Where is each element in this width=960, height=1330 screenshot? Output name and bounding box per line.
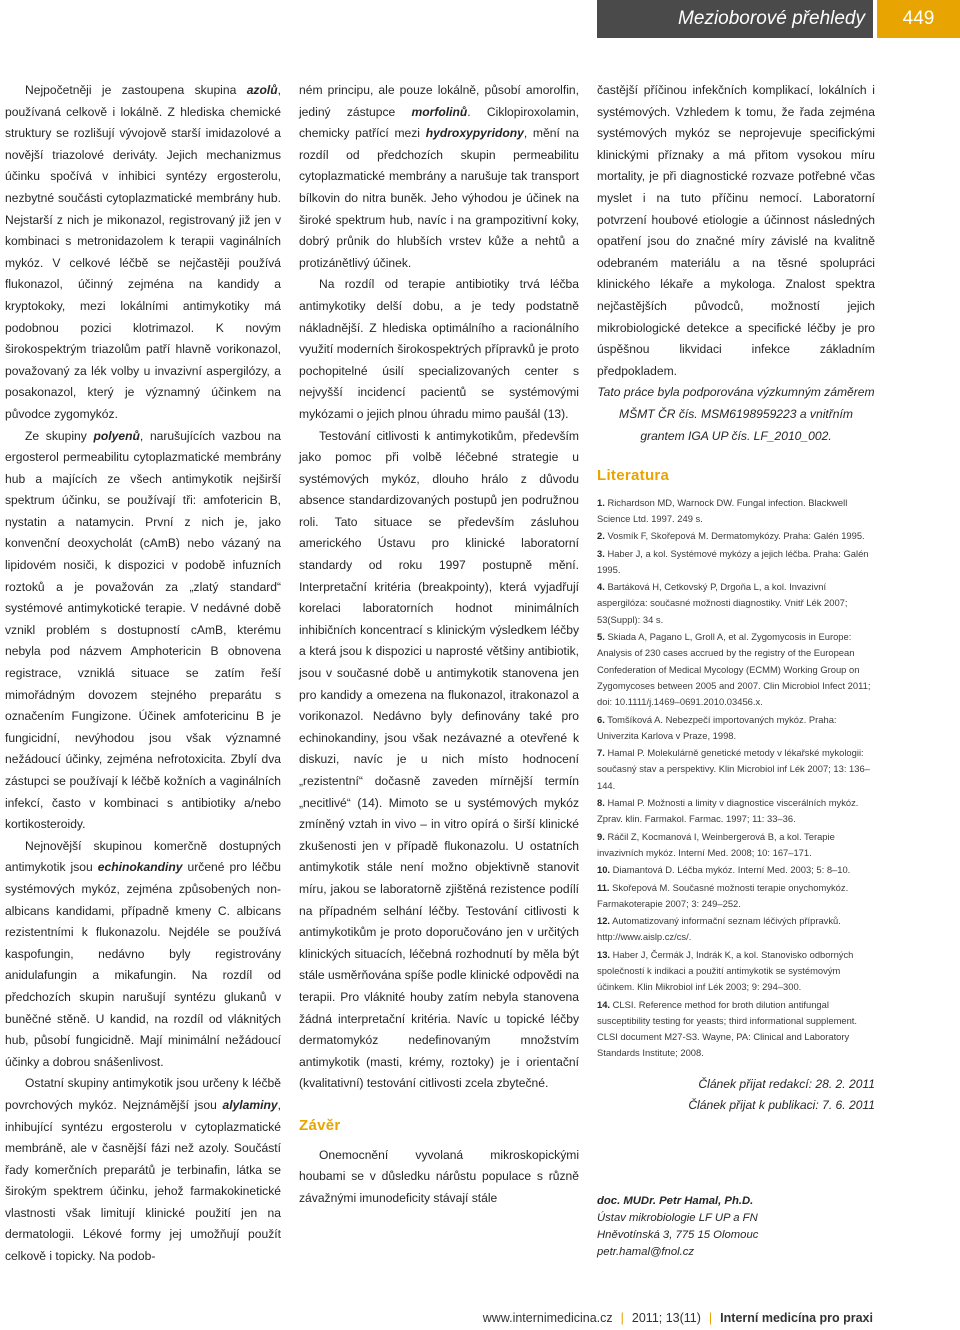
reference-item: 8. Hamal P. Možnosti a limity v diagnostice viscerálních mykóz. Zprav. klin. Farmakol. Farmac. 1997; 11: 33–36. [597,797,859,825]
reference-item: 1. Richardson MD, Warnock DW. Fungal infection. Blackwell Science Ltd. 1997. 249 s. [597,496,848,524]
author-institution: Ústav mikrobiologie LF UP a FN [597,1212,758,1224]
term-polyeny: polyenů [93,428,140,443]
date-accepted: Článek přijat k publikaci: 7. 6. 2011 [688,1097,875,1112]
reference-item: 11. Skořepová M. Současné možnosti terapie onychomykóz. Farmakoterapie 2007; 3: 249–252. [597,881,849,909]
reference-item: 4. Bartáková H, Cetkovský P, Drgoňa L, a kol. Invazivní aspergilóza: současné možnosti diagnostiky. Vnitř Lék 2007; 53(Suppl): 34 s. [597,581,848,625]
conclusion-heading: Závěr [299,1116,341,1134]
term-azoly: azolů [246,83,278,97]
paragraph-morfoliny: ném principu, ale pouze lokálně, působí amorolfin, jediný zástupce morfolinů. Ciklopiroxolamin, chemicky patřící mezi hydroxypyridony, mění na rozdíl od předchozích skupin permeabilitu cytoplazmatické membrány a narušuje tak transport bílkovin do nitra buněk. Jeho výhodou je účinek na široké spektrum hub, navíc i na grampozitivní koky, dobrý průnik do hlubších vrstev kůže a nehtů a protizánětlivý účinek. [299,83,579,270]
reference-item: 10. Diamantová D. Léčba mykóz. Interní Med. 2003; 5: 8–10. [597,864,851,876]
paragraph-polyeny: Ze skupiny polyenů, narušujících vazbou na ergosterol permeabilitu cytoplazmatické membrány hub a majících ze všech antimykotik nejširší spektrum účinku, se používají tři: amfotericin B, nystatin a natamycin. První z nich je, jako konvenční deoxycholát (cAmB) nebo vázaný na lipidovém nosiči, k dispozici v podobě infuzních roztoků a je považován za „zlatý standard“ systémové antimykotické terapie. V nedávné době vznikl problém s dostupností cAmB, kterému nebyla pod názvem Amphotericin B obnovena registrace, vzniklá situace se zatím řeší mimořádným dovozem stejného preparátu s označením Fungizone. Účinek amfotericinu B je fungicidní, nevýhodou jsou však významné nežádoucí účinky, zejména nefrotoxicita. Zbylí dva zástupci se používají k léčbě kožních a vaginálních infekcí, často v kombinaci s antibiotiky a/nebo kortikosteroidy. [5,428,281,832]
author-details [597,1193,758,1261]
paragraph-testovani: Testování citlivosti k antimykotikům, především jako pomoc při volbě léčebné strategie u systémových mykóz, dlouho hrálo z důvodu absence standardizovaných postupů jen podružnou roli. Tato situace se především zásluhou amerického Ústavu pro klinické laboratorní standardy od roku 1997 postupně mění. Interpretační kritéria (breakpointy), která vyjadřují korelaci laboratorních hodnot minimálních inhibičních koncentrací s klinickým výsledkem léčby a která jsou k dispozici u naprosté většiny antibiotik, jsou v současné době u antimykotik stanovena jen pro kandidy a omezena na flukonazol, itrakonazol a vorikonazol. Nedávno byly definovány také pro echinokandiny, jsou však nezávazné a otevřené k diskuzi, navíc je u nich místo hodnocení „rezistentní“ dočasně zaveden mírnější termín „necitlivé“ (14). Mimoto se u systémových mykóz zmíněný vztah in vivo – in vitro opírá o širší klinické zkušenosti jen v případě flukonazolu. U ostatních antimykotik stále není možno objektivně stanovit míru, jakou se laboratorně zjištěná rezistence podílí na případném selhání léčby. Testování citlivosti k antimykotikům je proto doporučováno jen v určitých klinických situacích, léčebná rozhodnutí by měla být stále usměrňována spíše podle klinické odpovědi na terapii. Pro vláknité houby zatím nebyla stanovena žádná interpretační kritéria. Navíc u topické léčby dermatomykóz nedefinovaným množstvím antimykotik (masti, krémy, roztoky) je i orientační (kvalitativní) testování citlivosti zcela zbytečné. [299,428,579,1091]
author-email[interactable]: petr.hamal@fnol.cz [597,1246,695,1258]
reference-list [597,495,875,1062]
header-section-title: Mezioborové přehledy [597,0,873,38]
footer-issue: 2011; 13(11) [631,1311,701,1325]
conclusion-continued: častější příčinou infekčních komplikací, lokálních i systémových. Vzhledem k tomu, že řada zejména systémových mykóz se neprojevuje specifickými klinickými příznaky a má přitom vysokou míru mortality, je při diagnostické rozvaze potřebné včas myslet i na tuto příčinu nemocí. Laboratorní potvrzení houbové etiologie a účinnost následných opatření jsou do značné míry závislé na kvalitně odebraném materiálu a na těsné spolupráci klinického lékaře a mykologa. Znalost spektra nejčastějších původců, možností jejich mikrobiologické detekce a specifické léčby je pro úspěšnou likvidaci infekce základním předpokladem. [597,83,875,378]
conclusion-text: Onemocnění vyvolaná mikroskopickými houbami se v důsledku nárůstu populace s různě závažnými imunodeficity stávají stále [299,1147,579,1205]
term-echinokandiny: echinokandiny [97,860,183,875]
term-hydroxypyridony: hydroxypyridony [425,126,524,141]
literature-heading: Literatura [597,467,670,485]
paragraph-alylaminy: Ostatní skupiny antimykotik jsou určeny k léčbě povrchových mykóz. Nejznámější jsou alylaminy, inhibující syntézu ergosterolu v cytoplazmatické membráně, ale v časnější fázi než azoly. Součástí řady komerčních preparátů je terbinafin, látka se širokým spektrem účinku, jehož farmakokinetické vlastnosti však limitují klinické použití jen na dermatologii. Lékové formy jej umožňují použít celkově i topicky. Na podob- [5,1076,281,1264]
footer-url[interactable]: www.internimedicina.cz [482,1311,613,1325]
column-3 [597,80,875,1116]
reference-item: 3. Haber J, a kol. Systémové mykózy a jejich léčba. Praha: Galén 1995. [597,547,869,575]
reference-item: 9. Ráčil Z, Kocmanová I, Weinbergerová B, a kol. Terapie invazivních mykóz. Interní Med. 2008; 10: 167–171. [597,830,835,858]
column-2 [299,80,579,1209]
reference-item: 13. Haber J, Čermák J, Indrák K, a kol. Stanovisko odborných společností k indikaci a použití antimykotik se systémovým účinkem. Klin Mikrobiol inf Lék 2003; 9: 294–300. [597,948,854,993]
paragraph-echinokandiny: Nejnovější skupinou komerčně dostupných antimykotik jsou echinokandiny určené pro léčbu systémových mykóz, zejména způsobených non-albicans kandidami, případně kmeny C. albicans rezistentními k flukonazolu. Nejdéle se používá kaspofungin, nedávno byly registrovány anidulafungin a mikafungin. Na rozdíl od předchozích skupin narušují syntézu glukanů v buněčné stěně. U kandid, na rozdíl od vláknitých hub, působí fungicidně. Mají minimální nežádoucí účinky a dobrou snášenlivost. [5,838,281,1069]
reference-item: 5. Skiada A, Pagano L, Groll A, et al. Zygomycosis in Europe: Analysis of 230 cases accrued by the registry of the European Confederation of Medical Mycology (ECMM) Working Group on Zygomycoses between 2005 and 2007. Clin Microbiol Infect 2011; doi: 10.1111/j.1469–0691.2010.03456.x. [597,631,871,708]
reference-item: 7. Hamal P. Molekulárně genetické metody v lékařské mykologii: současný stav a perspektivy. Klin Microbiol inf Lék 2007; 13: 136–144. [597,747,870,791]
paragraph-azoly: Nejpočetněji je zastoupena skupina azolů, používaná celkově i lokálně. Z hlediska chemické struktury se rozlišují vývojově starší imidazolové a novější triazolové deriváty. Jejich mechanizmus účinku spočívá v inhibici syntézy ergosterolu, nezbytné součásti cytoplazmatické membrány hub. Nejstarší z nich je mikonazol, registrovaný již jen v kombinaci s metronidazolem k terapii vaginálních mykóz. V celkové léčbě se nejčastěji používá flukonazol, účinný zejména na kandidy a kryptokoky, mezi lokálními antimykotiky má podobnou pozici klotrimazol. K novým širokospektrým triazolům patří hlavně vorikonazol, považovaný za lék volby u invazivní aspergilózy, a posakonazol, který je významný účinkem na původce zygomykóz. [5,83,281,421]
page-number: 449 [877,0,960,38]
reference-item: 12. Automatizovaný informační seznam léčivých přípravků. http://www.aislp.cz/cs/. [597,915,841,943]
author-name: doc. MUDr. Petr Hamal, Ph.D. [597,1195,754,1207]
page-footer: www.internimedicina.cz | 2011; 13(11) | Interní medicína pro praxi [482,1311,873,1325]
article-dates [597,1074,875,1116]
term-morfoliny: morfolinů [411,104,468,119]
grant-acknowledgement: Tato práce byla podporována výzkumným záměrem MŠMT ČR čís. MSM6198959223 a vnitřním grantem IGA UP čís. LF_2010_002. [597,385,875,443]
reference-item: 2. Vosmík F, Skořepová M. Dermatomykózy. Praha: Galén 1995. [597,530,865,542]
term-alylaminy: alylaminy [222,1097,278,1112]
author-address: Hněvotínská 3, 775 15 Olomouc [597,1229,759,1241]
date-received: Článek přijat redakcí: 28. 2. 2011 [698,1076,875,1091]
column-1 [5,80,281,1268]
reference-item: 6. Tomšíková A. Nebezpečí importovaných mykóz. Praha: Univerzita Karlova v Praze, 1998. [597,713,837,741]
paragraph-uhrada: Na rozdíl od terapie antibiotiky trvá léčba antimykotiky delší dobu, a je tedy podstatně nákladnější. Z hlediska optimálního a racionálního využití moderních širokospektrých přípravků je proto pochopitelné úsilí specializovaných center s nejvyšší incidencí pacientů se systémovými mykózami o jejich plnou úhradu mimo paušál (13). [299,277,579,421]
reference-link[interactable]: Automatizovaný informační seznam léčivých přípravků. http://www.aislp.cz/cs/. [597,915,841,943]
footer-journal: Interní medicína pro praxi [720,1311,873,1325]
reference-item: 14. CLSI. Reference method for broth dilution antifungal susceptibility testing for yeasts; third informational supplement. CLSI document M27-S3. Wayne, PA: Clinical and Laboratory Standards Institute; 2008. [597,998,858,1059]
